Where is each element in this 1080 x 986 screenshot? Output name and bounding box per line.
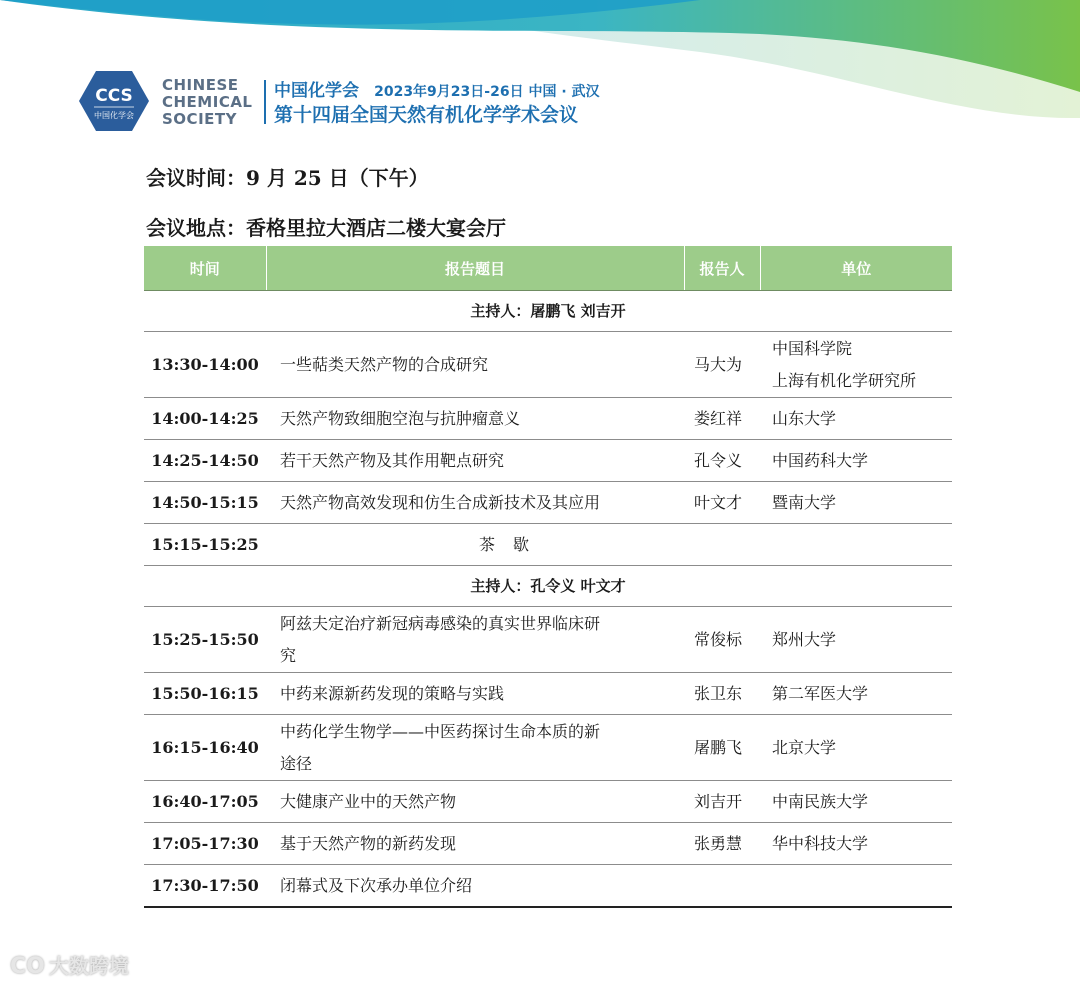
row-unit-empty (760, 524, 952, 566)
row-unit: 郑州大学 (760, 607, 952, 673)
row-time: 16:15-16:40 (144, 715, 266, 781)
table-row (144, 440, 952, 482)
row-title (266, 607, 684, 673)
header-org-line (274, 76, 600, 101)
row-title: 中药来源新药发现的策略与实践 (266, 673, 684, 715)
row-title-line: 阿兹夫定治疗新冠病毒感染的真实世界临床研 (280, 613, 601, 633)
row-title-line: 途径 (280, 753, 313, 773)
header-unit: 单位 (760, 246, 952, 291)
logo-english-name (162, 77, 253, 128)
conference-date-location: 2023年9月23日-26日 中国 · 武汉 (374, 84, 600, 100)
row-speaker: 常俊标 (684, 607, 760, 673)
header-title: 报告题目 (266, 246, 684, 291)
row-title: 闭幕式及下次承办单位介绍 (266, 865, 684, 908)
row-unit: 暨南大学 (760, 482, 952, 524)
row-time: 16:40-17:05 (144, 781, 266, 823)
header-speaker: 报告人 (684, 246, 760, 291)
row-unit: 北京大学 (760, 715, 952, 781)
row-time: 13:30-14:00 (144, 332, 266, 398)
meeting-place-label: 会议地点： (146, 216, 246, 240)
row-speaker-empty (684, 865, 760, 908)
row-time: 14:50-15:15 (144, 482, 266, 524)
row-unit: 山东大学 (760, 398, 952, 440)
row-speaker: 张卫东 (684, 673, 760, 715)
row-speaker: 刘吉开 (684, 781, 760, 823)
table-row (144, 865, 952, 908)
row-time: 14:25-14:50 (144, 440, 266, 482)
host-text: 主持人：屠鹏飞 刘吉开 (144, 291, 952, 332)
row-time: 17:05-17:30 (144, 823, 266, 865)
logo-subtitle: 中国化学会 (94, 111, 134, 120)
meeting-place-value: 香格里拉大酒店二楼大宴会厅 (246, 216, 506, 240)
row-title: 大健康产业中的天然产物 (266, 781, 684, 823)
row-title: 基于天然产物的新药发现 (266, 823, 684, 865)
row-title: 若干天然产物及其作用靶点研究 (266, 440, 684, 482)
row-unit-line: 上海有机化学研究所 (772, 370, 917, 390)
logo-english-line: SOCIETY (162, 110, 237, 128)
logo-abbr: CCS (95, 86, 133, 106)
row-time: 14:00-14:25 (144, 398, 266, 440)
row-speaker: 屠鹏飞 (684, 715, 760, 781)
meeting-time-label: 会议时间： (146, 166, 246, 190)
header-divider (264, 80, 266, 124)
host-row (144, 291, 952, 332)
table-row (144, 715, 952, 781)
logo-english-line: CHINESE (162, 76, 239, 94)
row-time: 17:30-17:50 (144, 865, 266, 908)
meeting-time (146, 162, 429, 191)
row-title: 茶歇 (266, 524, 760, 566)
row-time: 15:25-15:50 (144, 607, 266, 673)
table-row (144, 398, 952, 440)
row-title (266, 715, 684, 781)
row-unit: 华中科技大学 (760, 823, 952, 865)
row-time: 15:15-15:25 (144, 524, 266, 566)
row-speaker: 孔令义 (684, 440, 760, 482)
table-row (144, 781, 952, 823)
row-speaker: 张勇慧 (684, 823, 760, 865)
row-title-line: 中药化学生物学——中医药探讨生命本质的新 (280, 721, 601, 741)
row-speaker: 娄红祥 (684, 398, 760, 440)
row-unit: 中南民族大学 (760, 781, 952, 823)
watermark (10, 950, 129, 979)
row-title: 一些萜类天然产物的合成研究 (266, 332, 684, 398)
host-row (144, 566, 952, 607)
tea-break-row (144, 524, 952, 566)
row-title: 天然产物致细胞空泡与抗肿瘤意义 (266, 398, 684, 440)
row-title-line: 究 (280, 645, 297, 665)
conference-title: 第十四届全国天然有机化学学术会议 (274, 104, 579, 126)
table-row (144, 332, 952, 398)
watermark-text: 大数跨境 (48, 954, 129, 978)
schedule-table (144, 246, 952, 908)
table-row (144, 673, 952, 715)
row-unit-empty (760, 865, 952, 908)
logo-english-line: CHEMICAL (162, 93, 253, 111)
table-header-row (144, 246, 952, 291)
row-unit-line: 中国科学院 (772, 338, 853, 358)
org-name: 中国化学会 (274, 81, 359, 101)
row-unit (760, 332, 952, 398)
row-speaker: 叶文才 (684, 482, 760, 524)
table-row (144, 607, 952, 673)
header-time: 时间 (144, 246, 266, 291)
table-row (144, 482, 952, 524)
meeting-place (146, 212, 506, 241)
host-text: 主持人：孔令义 叶文才 (144, 566, 952, 607)
watermark-logo-icon: CO (10, 954, 45, 979)
meeting-time-value: 9 月 25 日（下午） (246, 166, 429, 190)
row-unit: 中国药科大学 (760, 440, 952, 482)
ccs-logo (78, 70, 150, 132)
row-unit: 第二军医大学 (760, 673, 952, 715)
table-row (144, 823, 952, 865)
row-time: 15:50-16:15 (144, 673, 266, 715)
row-speaker: 马大为 (684, 332, 760, 398)
row-title: 天然产物高效发现和仿生合成新技术及其应用 (266, 482, 684, 524)
